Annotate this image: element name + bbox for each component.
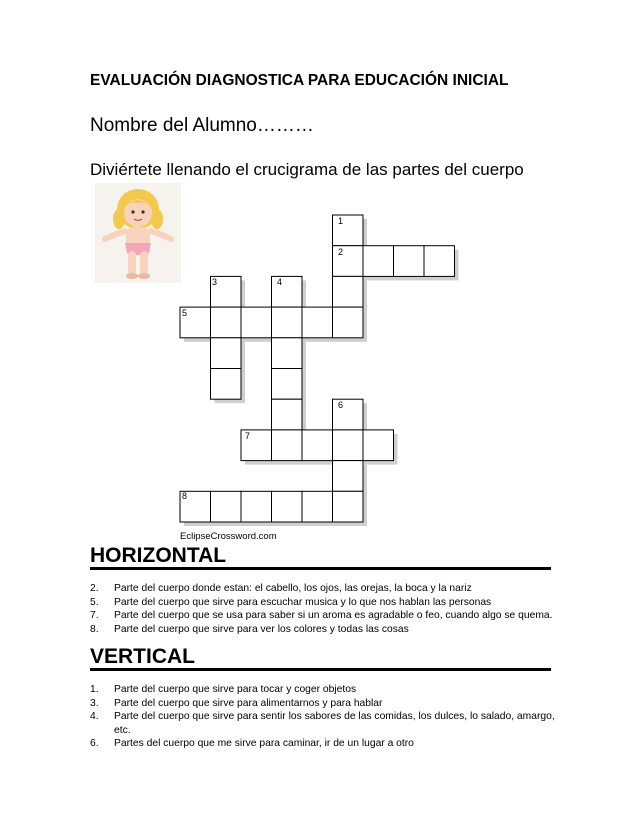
clue-item: 6. Partes del cuerpo que me sirve para caminar, ir de un lugar a otro — [90, 738, 414, 749]
crossword-cell[interactable] — [211, 369, 242, 400]
crossword-cell[interactable] — [272, 491, 303, 522]
clue-number-8: 8 — [182, 491, 188, 501]
crossword-cell[interactable] — [333, 491, 364, 522]
clue-item: 5. Parte del cuerpo que sirve para escuchar musica y lo que nos hablan las personas — [90, 596, 492, 608]
page-title: EVALUACIÓN DIAGNOSTICA PARA EDUCACIÓN INICIAL — [90, 72, 509, 89]
crossword-cell[interactable] — [272, 307, 303, 338]
clue-number-6: 6 — [338, 400, 344, 410]
crossword-cell[interactable] — [302, 307, 333, 338]
horizontal-clues — [90, 582, 560, 636]
crossword-cell[interactable] — [211, 307, 242, 338]
horizontal-divider — [90, 567, 551, 570]
horizontal-heading: HORIZONTAL — [90, 544, 227, 567]
crossword-cell[interactable] — [272, 399, 303, 430]
vertical-divider — [90, 668, 551, 671]
clue-item: 7. Parte del cuerpo que se usa para saber si un aroma es agradable o feo, cuando algo se quema. — [90, 610, 553, 621]
clue-item: 1. Parte del cuerpo que sirve para tocar y coger objetos — [90, 684, 357, 695]
crossword-cell[interactable] — [272, 338, 303, 369]
clue-number-2: 2 — [338, 247, 344, 257]
crossword-cell[interactable] — [211, 491, 242, 522]
clue-item: 2. Parte del cuerpo donde estan: el cabello, los ojos, las orejas, la boca y la nariz — [90, 583, 472, 594]
vertical-clues — [90, 683, 560, 751]
crossword-cell[interactable] — [363, 246, 394, 277]
crossword-cell[interactable] — [302, 491, 333, 522]
instructions: Diviértete llenando el crucigrama de las partes del cuerpo — [90, 160, 524, 179]
crossword-cell[interactable] — [333, 430, 364, 461]
clue-number-5: 5 — [182, 308, 188, 318]
clue-number-7: 7 — [245, 431, 251, 441]
clue-number-4: 4 — [277, 277, 283, 287]
crossword-cell[interactable] — [363, 430, 394, 461]
crossword-credit: EclipseCrossword.com — [180, 531, 277, 542]
clue-item: 8. Parte del cuerpo que sirve para ver los colores y todas las cosas — [90, 623, 409, 635]
crossword-cell[interactable] — [394, 246, 425, 277]
crossword-cell[interactable] — [211, 338, 242, 369]
clue-item: 3. Parte del cuerpo que sirve para alimentarnos y para hablar — [90, 697, 383, 709]
crossword-cell[interactable] — [241, 307, 272, 338]
crossword-cell[interactable] — [333, 461, 364, 492]
student-name-line: Nombre del Alumno……… — [90, 115, 314, 136]
clue-number-1: 1 — [338, 216, 344, 226]
crossword-cell[interactable] — [241, 491, 272, 522]
crossword-cell[interactable] — [272, 430, 303, 461]
crossword-cell[interactable] — [333, 307, 364, 338]
crossword-cell[interactable] — [272, 369, 303, 400]
crossword-cell[interactable] — [333, 276, 364, 307]
clue-number-3: 3 — [212, 277, 218, 287]
vertical-heading: VERTICAL — [90, 645, 195, 668]
crossword-cell[interactable] — [302, 430, 333, 461]
crossword-cell[interactable] — [424, 246, 455, 277]
clue-item: 4. Parte del cuerpo que sirve para sentir los sabores de las comidas, los dulces, lo salado, amargo, etc. — [90, 711, 555, 736]
